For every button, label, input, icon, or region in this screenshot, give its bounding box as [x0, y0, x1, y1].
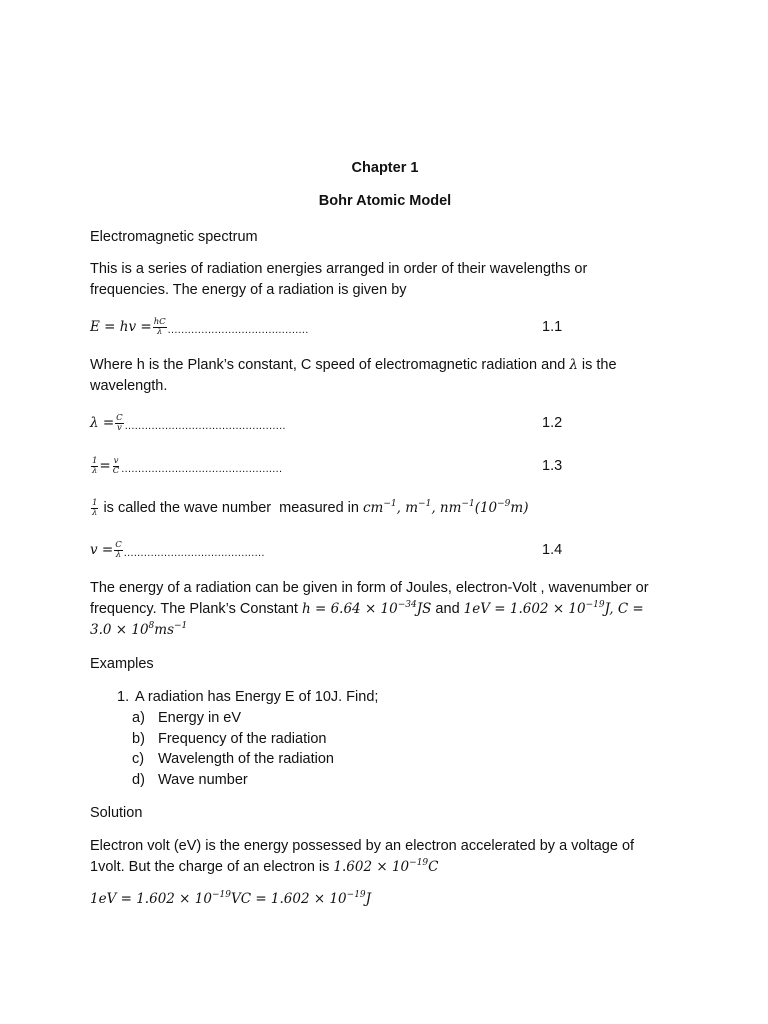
where-paragraph: Where h is the Plank’s constant, C speed of electromagnetic radiation and λ is the wavelength. — [90, 357, 617, 394]
list-item — [90, 729, 670, 750]
document-page — [90, 0, 680, 1024]
wavenumber-line: $\frac{1}{\lambda}$ is called the wave number measured in $cm^{-1}$, $m^{-1}$, $nm^{-1}(10^{-9}m)$ — [92, 497, 529, 518]
fraction-one-over-lambda: $\frac{1}{\lambda}$ — [92, 455, 98, 476]
chapter-heading: Chapter 1 — [351, 160, 419, 176]
examples-list — [90, 687, 670, 790]
list-item-text: Frequency of the radiation — [158, 730, 327, 747]
list-item: 1. A radiation has Energy E of 10J. Find; — [117, 689, 379, 705]
equation-1-1 — [90, 314, 680, 340]
fraction-c-over-lambda: $\frac{C}{\lambda}$ — [115, 539, 122, 560]
equation-1-1-expression: E = hv = $\frac{hC}{\lambda}$ .......................................... — [90, 316, 309, 337]
list-item-label: d) — [132, 771, 145, 788]
list-item-text: Wave number — [158, 771, 248, 788]
list-item — [90, 770, 670, 791]
list-item-label: c) — [132, 751, 145, 767]
equation-number: 1.3 — [542, 458, 563, 474]
equation-number: 1.2 — [542, 415, 563, 431]
equation-1-2-expression: λ = $\frac{C}{v}$ ................................................ — [90, 412, 286, 433]
solution-paragraph: Electron volt (eV) is the energy possessed by an electron accelerated by a voltage of 1volt. But the charge of an electron is $1.602 \times 10^{-19}C$ — [90, 838, 635, 875]
list-item-text: Wavelength of the radiation — [158, 751, 334, 767]
sub-list — [90, 708, 670, 790]
equation-1-4 — [90, 537, 680, 563]
examples-heading: Examples — [90, 656, 154, 672]
fraction-c-over-v: $\frac{C}{v}$ — [116, 412, 123, 433]
equation-1-3 — [90, 453, 680, 479]
equation-1-2 — [90, 410, 680, 436]
leader-dots: ................................................ — [121, 463, 283, 475]
list-item — [90, 749, 670, 770]
wavenumber-units: $cm^{-1}$, $m^{-1}$, $nm^{-1}(10^{-9}m)$ — [362, 498, 529, 516]
list-item — [90, 708, 670, 729]
equation-1-3-expression: $\frac{1}{\lambda}$ = $\frac{v}{C}$ ................................................ — [92, 455, 283, 476]
leader-dots: .......................................... — [167, 324, 309, 336]
leader-dots: ................................................ — [124, 420, 286, 432]
final-equation: $1eV = 1.602 \times 10^{-19}VC = 1.602 \times 10^{-19}J$ — [90, 889, 372, 907]
equation-number: 1.4 — [542, 542, 563, 558]
list-item-label: b) — [132, 730, 145, 747]
energy-paragraph: The energy of a radiation can be given in form of Joules, electron-Volt , wavenumber or frequency. The Plank’s Constant $h = 6.64 \times 10^{-34}JS$ and $1eV = 1.602 \times 10^{-19}J$, C = $3.0 \times 10^8ms^{-1}$ — [90, 580, 649, 638]
equation-number: 1.1 — [542, 319, 563, 335]
list-item-label: a) — [132, 710, 145, 726]
section-heading: Electromagnetic spectrum — [90, 229, 258, 245]
fraction-v-over-c: $\frac{v}{C}$ — [112, 455, 120, 476]
list-item-text: Energy in eV — [158, 710, 242, 726]
chapter-title: Bohr Atomic Model — [318, 193, 452, 209]
intro-paragraph: This is a series of radiation energies arranged in order of their wavelengths or frequencies. The energy of a radiation is given by — [90, 261, 588, 298]
solution-heading: Solution — [90, 805, 143, 821]
leader-dots: .......................................... — [123, 547, 265, 559]
equation-1-4-expression: v = $\frac{C}{\lambda}$ .......................................... — [90, 539, 265, 560]
fraction-hc-over-lambda: $\frac{hC}{\lambda}$ — [153, 316, 166, 337]
fraction-one-over-lambda: $\frac{1}{\lambda}$ — [92, 497, 98, 518]
